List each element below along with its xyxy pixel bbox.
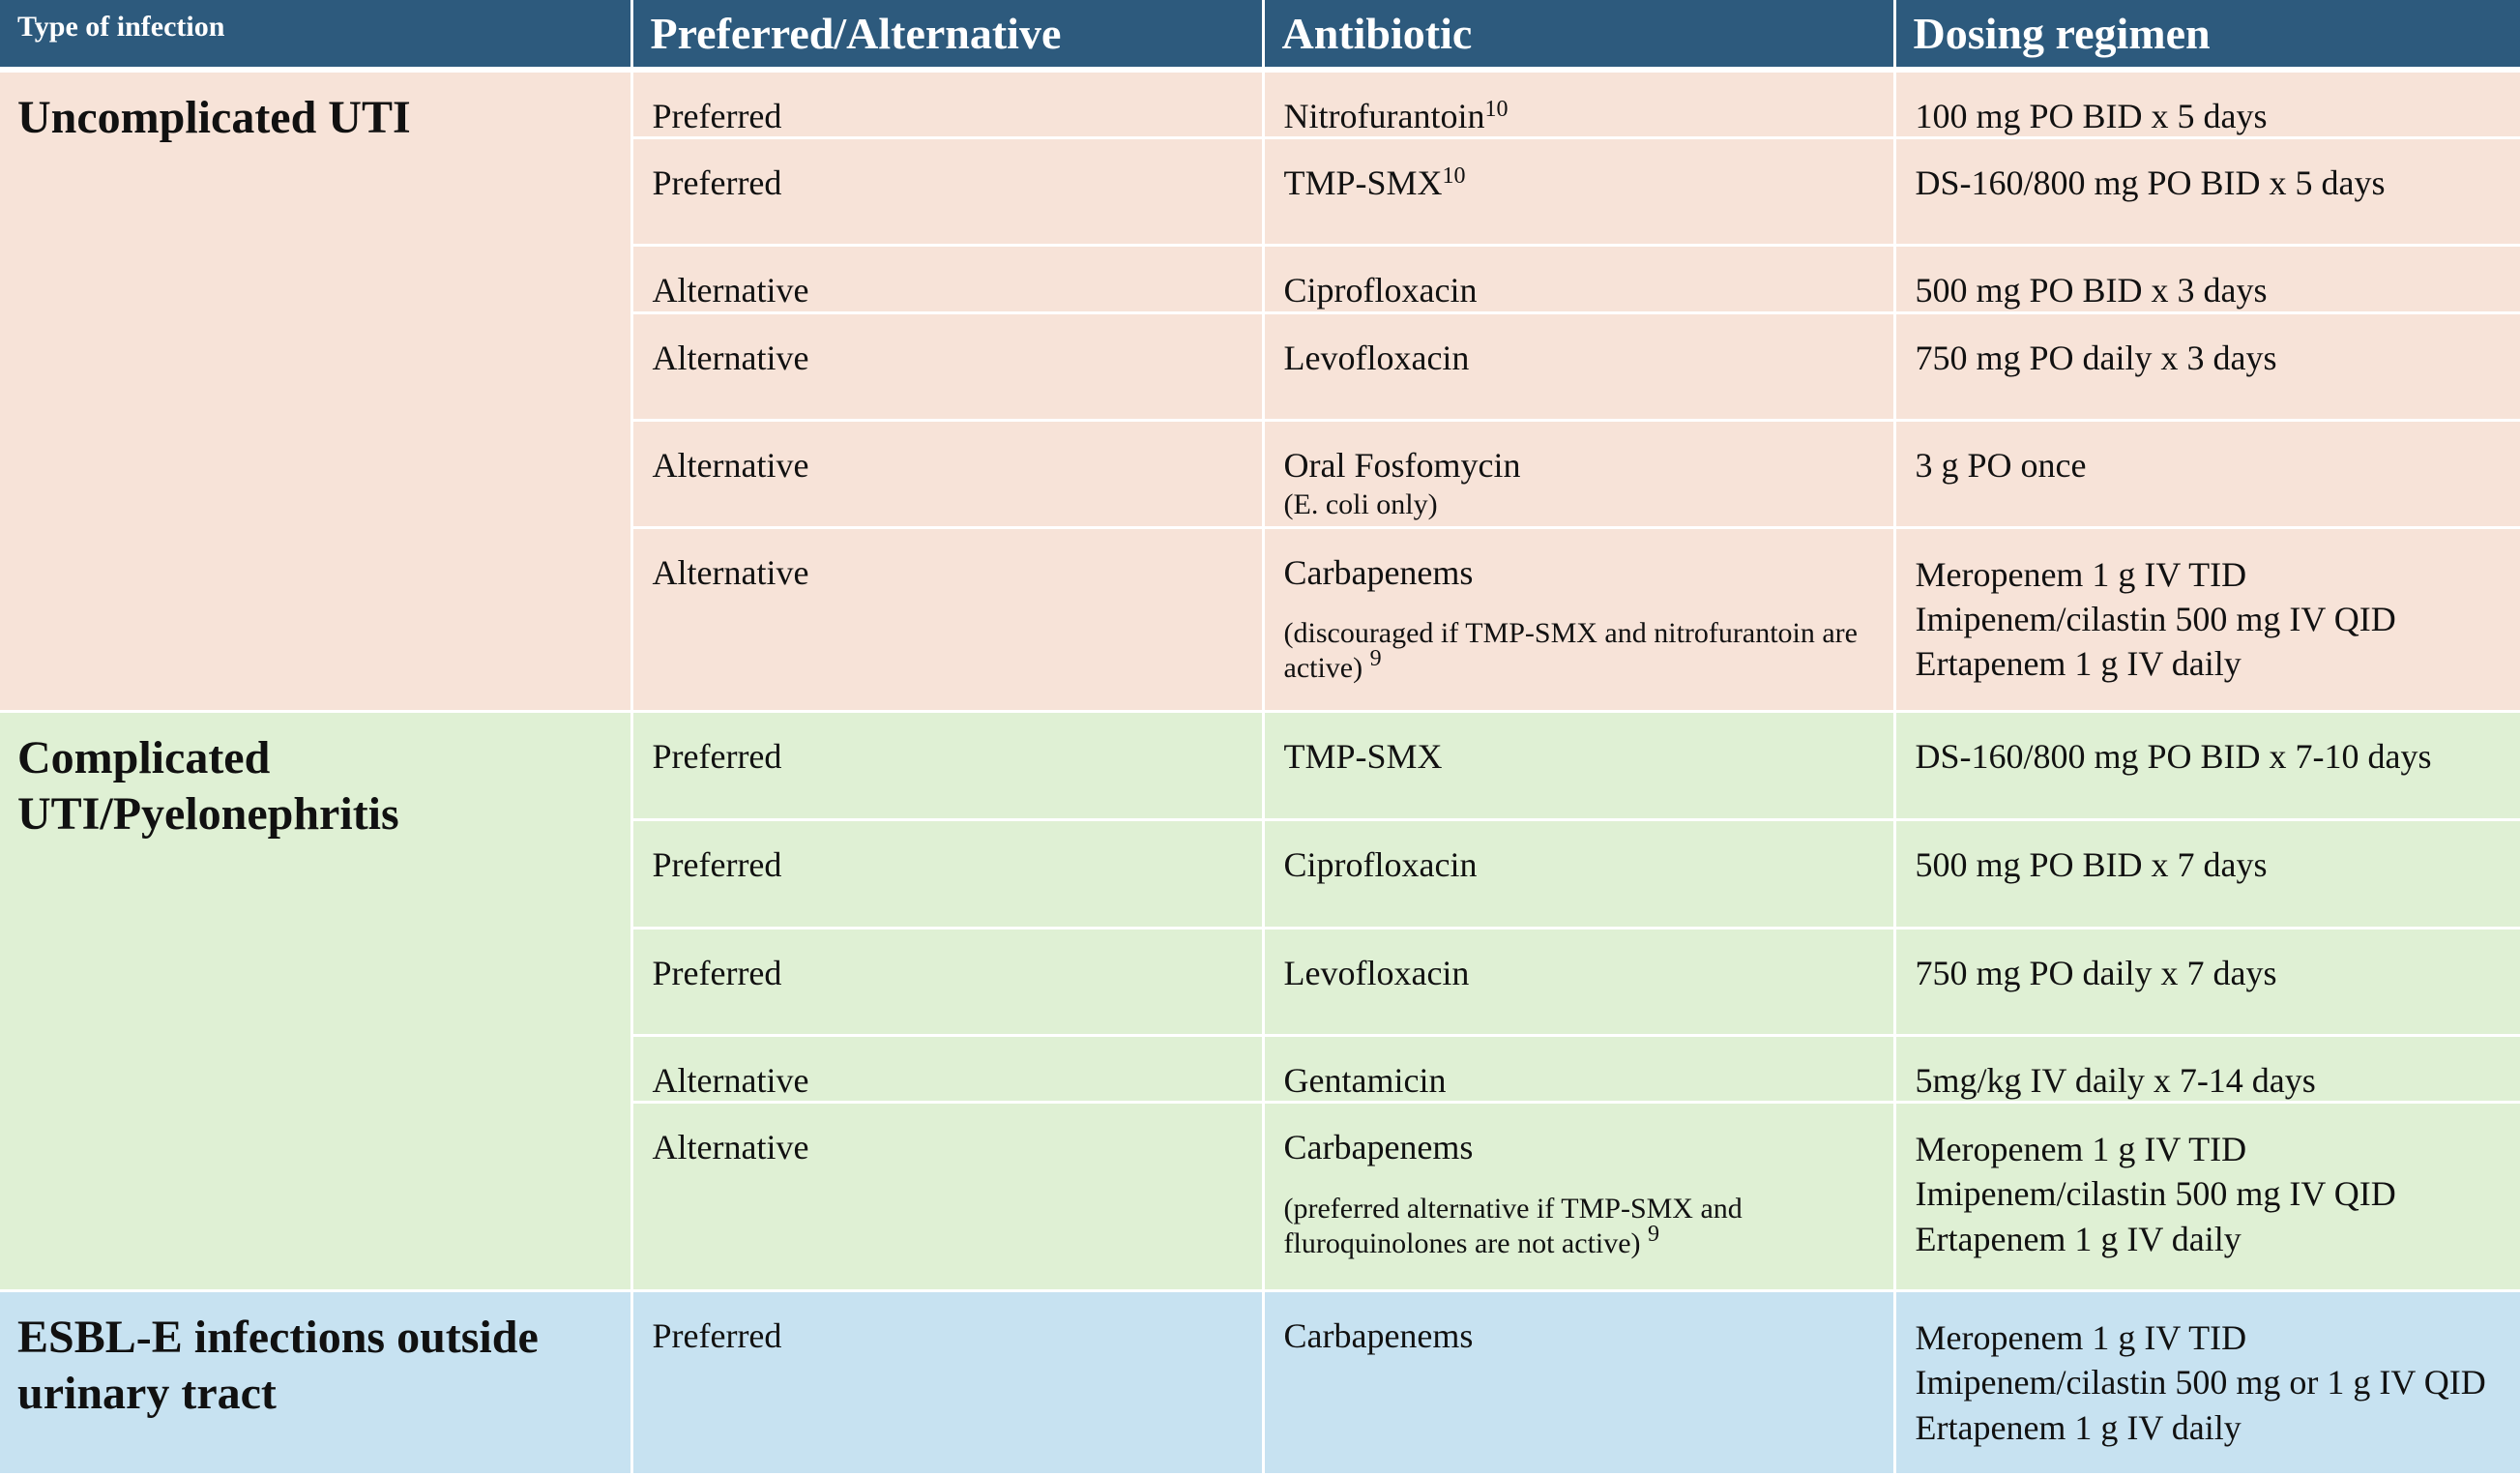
dosing-cell: [1894, 1103, 2520, 1291]
antibiotic-cell: [1263, 420, 1894, 527]
antibiotic-cell: [1263, 70, 1894, 138]
preference-cell: Alternative: [631, 527, 1263, 711]
reference-superscript: 10: [1484, 97, 1509, 122]
antibiotic-note: [1284, 1192, 1874, 1261]
preference-cell: Preferred: [631, 711, 1263, 819]
header-type-of-infection: Type of infection: [0, 0, 631, 70]
preference-cell: Alternative: [631, 420, 1263, 527]
preference-cell: Preferred: [631, 138, 1263, 246]
antibiotic-cell: TMP-SMX: [1263, 711, 1894, 819]
antibiotic-name: Oral Fosfomycin: [1283, 445, 1521, 485]
preference-cell: Preferred: [631, 819, 1263, 928]
preference-cell: Preferred: [631, 928, 1263, 1035]
dose-line: Ertapenem 1 g IV daily: [1915, 644, 2242, 684]
preference-cell: Preferred: [631, 1291, 1263, 1475]
header-row: [0, 0, 2520, 70]
dosing-cell: 500 mg PO BID x 7 days: [1894, 819, 2520, 928]
dosing-cell: 750 mg PO daily x 7 days: [1894, 928, 2520, 1035]
dosing-cell: 750 mg PO daily x 3 days: [1894, 312, 2520, 420]
antibiotic-name: Nitrofurantoin: [1283, 97, 1485, 135]
header-preferred-alternative: Preferred/Alternative: [631, 0, 1263, 70]
header-dosing-regimen: Dosing regimen: [1894, 0, 2520, 70]
preference-cell: Preferred: [631, 70, 1263, 138]
dosing-cell: [1894, 1291, 2520, 1475]
antibiotic-cell: Levofloxacin: [1263, 928, 1894, 1035]
preference-cell: Alternative: [631, 1035, 1263, 1102]
dosing-cell: [1894, 527, 2520, 711]
reference-superscript: 9: [1369, 646, 1382, 672]
table-row: [0, 70, 2520, 138]
preference-cell: Alternative: [631, 1103, 1263, 1291]
antibiotic-note: (E. coli only): [1283, 488, 1438, 521]
reference-superscript: 10: [1442, 163, 1466, 190]
dose-line: Ertapenem 1 g IV daily: [1915, 1219, 2242, 1258]
antibiotic-cell: Levofloxacin: [1263, 312, 1894, 420]
dosing-cell: 100 mg PO BID x 5 days: [1894, 70, 2520, 138]
dosing-cell: 500 mg PO BID x 3 days: [1894, 246, 2520, 312]
antibiotic-name: Carbapenems: [1283, 1128, 1474, 1167]
antibiotic-cell: [1263, 1103, 1894, 1291]
antibiotic-cell: Carbapenems: [1263, 1291, 1894, 1475]
infection-type-cell: ESBL-E infections outside urinary tract: [0, 1291, 631, 1475]
preference-cell: Alternative: [631, 246, 1263, 312]
dose-line: Imipenem/cilastin 500 mg IV QID: [1915, 600, 2396, 639]
antibiotic-note: [1284, 616, 1874, 686]
dosing-cell: 5mg/kg IV daily x 7-14 days: [1894, 1035, 2520, 1102]
antibiotic-cell: [1263, 527, 1894, 711]
dose-line: Meropenem 1 g IV TID: [1915, 1318, 2247, 1358]
dose-line: Imipenem/cilastin 500 mg or 1 g IV QID Ertapenem 1 g IV daily: [1915, 1363, 2486, 1447]
antibiotic-name: Carbapenems: [1283, 552, 1474, 592]
header-antibiotic: Antibiotic: [1263, 0, 1894, 70]
dose-line: Meropenem 1 g IV TID: [1915, 1130, 2247, 1169]
table-row: [0, 1291, 2520, 1475]
antibiotic-name: TMP-SMX: [1283, 163, 1443, 203]
infection-type-cell: Uncomplicated UTI: [0, 70, 631, 711]
dosing-cell: 3 g PO once: [1894, 420, 2520, 527]
antibiotic-note-text: (discouraged if TMP-SMX and nitrofurantoin are active): [1283, 617, 1858, 685]
antibiotic-cell: Ciprofloxacin: [1263, 246, 1894, 312]
preference-cell: Alternative: [631, 312, 1263, 420]
antibiotic-cell: [1263, 138, 1894, 246]
antibiotic-cell: Gentamicin: [1263, 1035, 1894, 1102]
antibiotic-note-text: (preferred alternative if TMP-SMX and fluroquinolones are not active): [1283, 1192, 1743, 1259]
dose-line: Imipenem/cilastin 500 mg IV QID: [1915, 1174, 2396, 1214]
infection-type-cell: Complicated UTI/Pyelonephritis: [0, 711, 631, 1290]
table-row: [0, 711, 2520, 819]
dose-line: Meropenem 1 g IV TID: [1915, 554, 2247, 594]
antibiotic-cell: Ciprofloxacin: [1263, 819, 1894, 928]
dosing-cell: DS-160/800 mg PO BID x 7-10 days: [1894, 711, 2520, 819]
reference-superscript: 9: [1648, 1221, 1660, 1247]
dosing-cell: DS-160/800 mg PO BID x 5 days: [1894, 138, 2520, 246]
